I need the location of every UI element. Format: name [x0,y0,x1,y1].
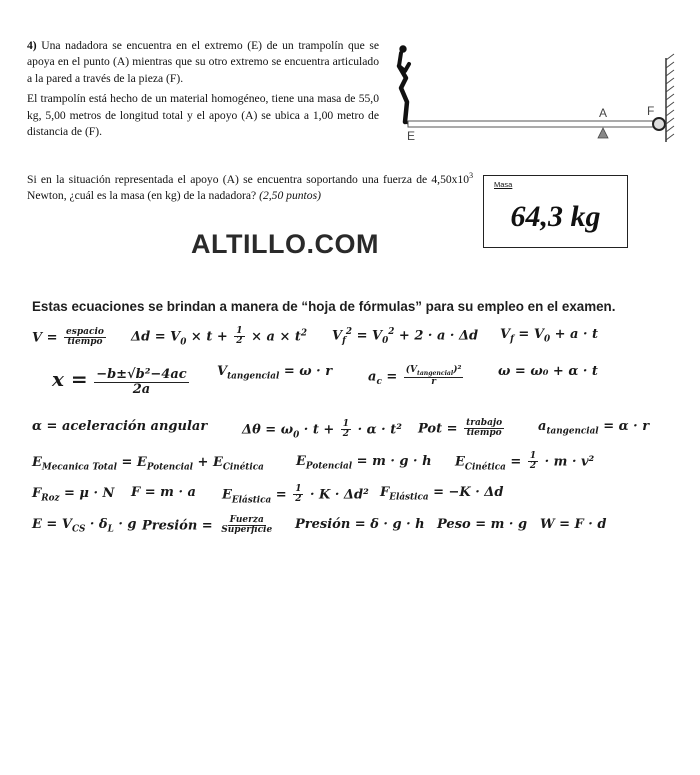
problem-question: Si en la situación representada el apoyo (A) se encuentra soportando una fuerza de $4,50x10^3$ Newton, ¿cuál es la masa (en kg) de la nadadora? (2,50 puntos) [27,171,473,202]
springboard-beam [408,121,659,127]
springboard-diagram [385,40,675,150]
formula-weight: Peso = m · g [437,517,528,532]
answer-box [483,175,628,248]
problem-paragraph-1: 4) Una nadadora se encuentra en el extremo (E) de un trampolín que se apoya en el punto (A) mientras que su otro extremo se encuentra articulado a la pared a través de la pieza (F). [27,39,379,85]
problem-paragraph-2: El trampolín está hecho de un material homogéneo, tiene una masa de 55,0 kg, 5,00 metros de longitud total y el apoyo (A) se ubica a 1,00 metro de distancia de (F). [27,92,379,139]
formula-angular-acceleration-def: α = aceleración angular [32,419,208,434]
formula-buoyancy: $E = V_{CS} \cdot \delta_L \cdot g$ [32,517,137,535]
formula-velocity: V = $\frac{\text{espacio}}{\text{tiempo}}$ [32,327,104,348]
swimmer-figure [399,46,411,124]
problem-statement [27,38,379,144]
label-e: E [407,129,416,143]
formula-elastic-energy: $E_{Elástica}$ = $\frac{1}{2}$ · K · Δd² [222,484,369,506]
problem-points: (2,50 puntos) [259,188,321,202]
formula-angular-velocity: ω = ω₀ + α · t [498,364,598,379]
formula-kinetic-energy: $E_{Cinética}$ = $\frac{1}{2}$ · m · v² [455,451,595,473]
formula-friction: $F_{Roz} = \mu \cdot N$ [32,486,115,504]
hinge-f-pin [653,118,665,130]
formula-work: W = F · d [540,517,607,532]
formula-displacement: $\Delta d = V_0 \times t$ + $\frac{1}{2}$ × $a \times t^2$ [131,326,308,348]
problem-number: 4) [27,39,37,52]
formula-elastic-force: $F_{Elástica} = -K \cdot \Delta d$ [380,485,504,503]
answer-value: 64,3 kg [510,200,601,233]
formula-mechanical-energy: $E_{Mecanica Total} = E_{Potencial} + E_{Cinética}$ [32,455,264,473]
formula-velocity-squared: $V_f^2 = V_0^2 + 2 \cdot a \cdot \Delta d$ [332,327,479,346]
formula-hydrostatic-pressure: Presión = δ · g · h [295,517,425,532]
formula-centripetal-acceleration: $a_c$ = $\frac{(V_{tangencial})^2}{r}$ [368,365,462,388]
wall-hatch [666,54,674,140]
formula-tangential-acceleration: $a_{tangencial} = \alpha \cdot r$ [538,419,650,437]
watermark-logo: ALTILLO.COM [191,229,379,259]
answer-label: Masa [494,180,513,189]
formula-angular-displacement: $\Delta\theta = \omega_0 \cdot t$ + $\frac{1}{2}$ · α · t² [242,419,402,441]
formula-sheet-heading: Estas ecuaciones se brindan a manera de “hoja de fórmulas” para su empleo en el examen. [32,299,616,314]
label-f: F [647,104,655,118]
label-a: A [599,106,608,120]
formula-tangential-velocity: $V_{tangencial} = \omega \cdot r$ [217,364,333,382]
formula-power: Pot = $\frac{\text{trabajo}}{\text{tiempo}}$ [418,418,503,439]
formula-potential-energy: $E_{Potencial} = m \cdot g \cdot h$ [296,454,432,472]
formula-newton-second-law: F = m · a [131,485,196,500]
formula-final-velocity: $V_f = V_0 + a \cdot t$ [500,327,599,345]
formula-quadratic: x = $\frac{\text{−b±√b²−4ac}}{2a}$ [52,367,187,397]
formula-pressure-force: Presión = $\frac{\text{Fuerza}}{\text{Superficie}}$ [142,515,273,536]
support-a-triangle [598,128,608,138]
